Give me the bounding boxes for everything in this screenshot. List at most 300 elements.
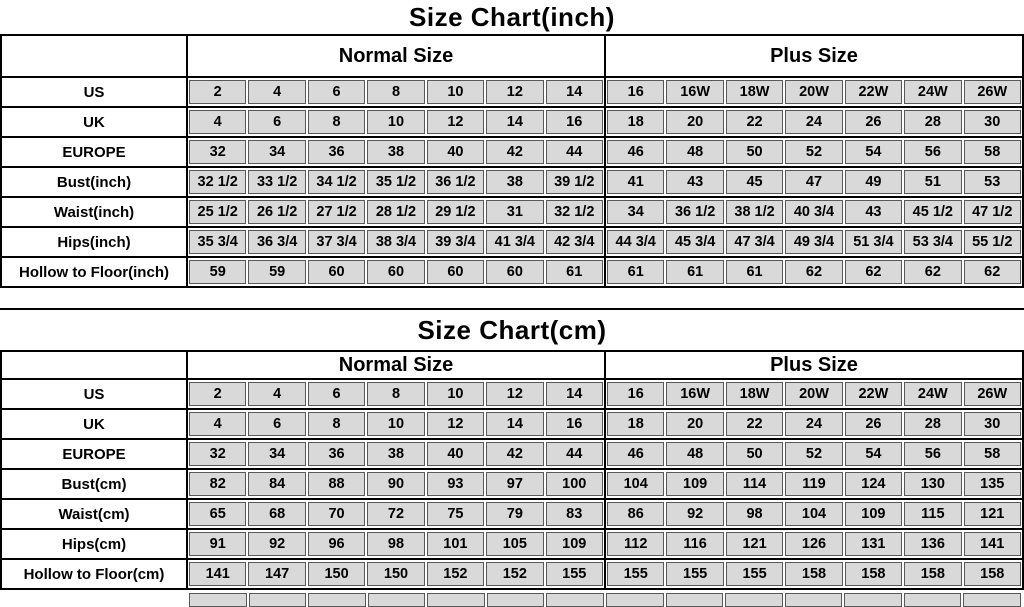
cutoff-cell (844, 593, 902, 607)
value-cell: 52 (785, 140, 842, 164)
normal-size-cells (188, 440, 604, 468)
value-cell: 14 (546, 80, 603, 104)
chart-title-inch: Size Chart(inch) (409, 1, 615, 32)
value-cell: 36 (308, 140, 365, 164)
value-cell: 37 3/4 (308, 230, 365, 254)
row-cells (188, 78, 1022, 106)
value-cell: 121 (726, 532, 783, 556)
value-cell: 58 (964, 442, 1021, 466)
size-table-cm (0, 350, 1024, 590)
value-cell: 152 (486, 562, 543, 586)
value-cell: 43 (845, 200, 902, 224)
group-header-normal-size: Normal Size (338, 353, 454, 376)
value-cell: 38 3/4 (367, 230, 424, 254)
value-cell: 44 (546, 140, 603, 164)
value-cell: 53 (964, 170, 1021, 194)
cutoff-cell (546, 593, 604, 607)
value-cell: 39 3/4 (427, 230, 484, 254)
value-cell: 42 (486, 442, 543, 466)
value-cell: 130 (904, 472, 961, 496)
row-label: US (2, 78, 188, 106)
value-cell: 16 (546, 110, 603, 134)
value-cell: 31 (486, 200, 543, 224)
normal-size-cells (188, 258, 604, 286)
value-cell: 98 (726, 502, 783, 526)
value-cell: 40 (427, 140, 484, 164)
value-cell: 6 (248, 110, 305, 134)
value-cell: 8 (308, 110, 365, 134)
value-cell: 101 (427, 532, 484, 556)
value-cell: 20W (785, 382, 842, 406)
value-cell: 20 (666, 412, 723, 436)
value-cell: 105 (486, 532, 543, 556)
value-cell: 25 1/2 (189, 200, 246, 224)
plus-size-cells (604, 108, 1022, 136)
cutoff-cell (785, 593, 843, 607)
value-cell: 27 1/2 (308, 200, 365, 224)
value-cell: 50 (726, 140, 783, 164)
row-cells (188, 138, 1022, 166)
plus-size-cells (604, 380, 1022, 408)
cutoff-cell-group (605, 593, 1022, 607)
value-cell: 35 3/4 (189, 230, 246, 254)
value-cell: 18 (607, 412, 664, 436)
value-cell: 44 (546, 442, 603, 466)
value-cell: 83 (546, 502, 603, 526)
value-cell: 24W (904, 382, 961, 406)
value-cell: 22 (726, 412, 783, 436)
table-row (2, 226, 1022, 256)
row-cells (188, 440, 1022, 468)
row-cells (188, 410, 1022, 438)
normal-size-cells (188, 168, 604, 196)
normal-size-cells (188, 380, 604, 408)
cutoff-cell (368, 593, 426, 607)
plus-size-cells (604, 410, 1022, 438)
value-cell: 22 (726, 110, 783, 134)
value-cell: 14 (486, 412, 543, 436)
row-cells (188, 560, 1022, 588)
chart-title-cm: Size Chart(cm) (0, 308, 1024, 350)
row-label: Hollow to Floor(inch) (2, 258, 188, 286)
value-cell: 16W (666, 382, 723, 406)
cutoff-row (0, 593, 1024, 607)
value-cell: 26 1/2 (248, 200, 305, 224)
value-cell: 39 1/2 (546, 170, 603, 194)
row-label: Waist(inch) (2, 198, 188, 226)
value-cell: 79 (486, 502, 543, 526)
value-cell: 6 (308, 80, 365, 104)
value-cell: 52 (785, 442, 842, 466)
plus-size-cells (604, 500, 1022, 528)
value-cell: 26W (964, 382, 1021, 406)
value-cell: 8 (367, 80, 424, 104)
row-cells (188, 470, 1022, 498)
value-cell: 12 (486, 80, 543, 104)
value-cell: 16 (607, 382, 664, 406)
cutoff-cell (963, 593, 1021, 607)
table-row (2, 378, 1022, 408)
value-cell: 100 (546, 472, 603, 496)
value-cell: 46 (607, 442, 664, 466)
value-cell: 62 (785, 260, 842, 284)
value-cell: 47 3/4 (726, 230, 783, 254)
normal-size-cells (188, 470, 604, 498)
value-cell: 54 (845, 442, 902, 466)
value-cell: 49 3/4 (785, 230, 842, 254)
value-cell: 50 (726, 442, 783, 466)
value-cell: 109 (845, 502, 902, 526)
value-cell: 109 (546, 532, 603, 556)
cutoff-cell (189, 593, 247, 607)
value-cell: 92 (248, 532, 305, 556)
value-cell: 24W (904, 80, 961, 104)
value-cell: 26W (964, 80, 1021, 104)
value-cell: 124 (845, 472, 902, 496)
value-cell: 56 (904, 140, 961, 164)
section-gap (0, 288, 1024, 308)
value-cell: 26 (845, 412, 902, 436)
cutoff-row-label-spacer (0, 593, 188, 607)
value-cell: 22W (845, 382, 902, 406)
value-cell: 104 (607, 472, 664, 496)
row-label: Hollow to Floor(cm) (2, 560, 188, 588)
value-cell: 41 (607, 170, 664, 194)
value-cell: 10 (367, 110, 424, 134)
value-cell: 88 (308, 472, 365, 496)
value-cell: 45 3/4 (666, 230, 723, 254)
value-cell: 150 (367, 562, 424, 586)
value-cell: 42 (486, 140, 543, 164)
value-cell: 24 (785, 412, 842, 436)
value-cell: 60 (427, 260, 484, 284)
plus-size-cells (604, 440, 1022, 468)
group-header-cells (188, 352, 1022, 378)
value-cell: 33 1/2 (248, 170, 305, 194)
value-cell: 58 (964, 140, 1021, 164)
value-cell: 10 (367, 412, 424, 436)
normal-size-cells (188, 410, 604, 438)
value-cell: 126 (785, 532, 842, 556)
value-cell: 75 (427, 502, 484, 526)
value-cell: 4 (189, 110, 246, 134)
value-cell: 20W (785, 80, 842, 104)
row-label: EUROPE (2, 138, 188, 166)
value-cell: 16 (546, 412, 603, 436)
value-cell: 40 (427, 442, 484, 466)
table-row (2, 196, 1022, 226)
group-header-row (2, 352, 1022, 378)
value-cell: 54 (845, 140, 902, 164)
plus-size-cells (604, 470, 1022, 498)
value-cell: 61 (546, 260, 603, 284)
value-cell: 155 (726, 562, 783, 586)
normal-size-cells (188, 138, 604, 166)
corner-empty-cell (2, 36, 188, 76)
value-cell: 45 1/2 (904, 200, 961, 224)
value-cell: 104 (785, 502, 842, 526)
group-header-plus-size: Plus Size (604, 352, 1022, 378)
value-cell: 16W (666, 80, 723, 104)
group-header-plus-size: Plus Size (604, 36, 1022, 76)
table-row (2, 408, 1022, 438)
value-cell: 61 (726, 260, 783, 284)
value-cell: 8 (308, 412, 365, 436)
table-row (2, 468, 1022, 498)
row-cells (188, 500, 1022, 528)
value-cell: 30 (964, 110, 1021, 134)
cutoff-cell (725, 593, 783, 607)
row-cells (188, 380, 1022, 408)
value-cell: 109 (666, 472, 723, 496)
value-cell: 155 (666, 562, 723, 586)
value-cell: 24 (785, 110, 842, 134)
row-cells (188, 168, 1022, 196)
value-cell: 10 (427, 382, 484, 406)
value-cell: 18W (726, 382, 783, 406)
value-cell: 51 (904, 170, 961, 194)
value-cell: 28 1/2 (367, 200, 424, 224)
value-cell: 84 (248, 472, 305, 496)
row-label: Waist(cm) (2, 500, 188, 528)
row-label: UK (2, 108, 188, 136)
value-cell: 45 (726, 170, 783, 194)
cutoff-cell-group (188, 593, 605, 607)
size-table-inch (0, 34, 1024, 288)
value-cell: 38 (367, 140, 424, 164)
normal-size-cells (188, 530, 604, 558)
value-cell: 18W (726, 80, 783, 104)
value-cell: 4 (189, 412, 246, 436)
value-cell: 112 (607, 532, 664, 556)
value-cell: 40 3/4 (785, 200, 842, 224)
value-cell: 6 (308, 382, 365, 406)
value-cell: 98 (367, 532, 424, 556)
value-cell: 28 (904, 412, 961, 436)
value-cell: 36 1/2 (427, 170, 484, 194)
row-cells (188, 228, 1022, 256)
row-cells (188, 108, 1022, 136)
value-cell: 20 (666, 110, 723, 134)
cutoff-cell (904, 593, 962, 607)
table-row (2, 558, 1022, 588)
cutoff-row-cells (188, 593, 1024, 607)
value-cell: 48 (666, 140, 723, 164)
value-cell: 72 (367, 502, 424, 526)
value-cell: 60 (486, 260, 543, 284)
table-row (2, 498, 1022, 528)
row-label: Hips(cm) (2, 530, 188, 558)
normal-size-cells (188, 560, 604, 588)
plus-size-cells (604, 258, 1022, 286)
value-cell: 34 1/2 (308, 170, 365, 194)
value-cell: 12 (427, 110, 484, 134)
value-cell: 18 (607, 110, 664, 134)
value-cell: 155 (607, 562, 664, 586)
value-cell: 59 (189, 260, 246, 284)
value-cell: 38 (367, 442, 424, 466)
value-cell: 29 1/2 (427, 200, 484, 224)
row-label: US (2, 380, 188, 408)
value-cell: 44 3/4 (607, 230, 664, 254)
value-cell: 147 (248, 562, 305, 586)
value-cell: 22W (845, 80, 902, 104)
value-cell: 91 (189, 532, 246, 556)
row-cells (188, 198, 1022, 226)
value-cell: 61 (666, 260, 723, 284)
value-cell: 56 (904, 442, 961, 466)
value-cell: 12 (427, 412, 484, 436)
value-cell: 36 1/2 (666, 200, 723, 224)
value-cell: 150 (308, 562, 365, 586)
value-cell: 55 1/2 (964, 230, 1021, 254)
table-row (2, 76, 1022, 106)
value-cell: 26 (845, 110, 902, 134)
value-cell: 32 1/2 (546, 200, 603, 224)
normal-size-cells (188, 228, 604, 256)
value-cell: 131 (845, 532, 902, 556)
value-cell: 59 (248, 260, 305, 284)
row-label: Bust(cm) (2, 470, 188, 498)
group-header-normal-size: Normal Size (338, 44, 454, 67)
value-cell: 158 (845, 562, 902, 586)
value-cell: 38 1/2 (726, 200, 783, 224)
plus-size-cells (604, 560, 1022, 588)
value-cell: 62 (904, 260, 961, 284)
value-cell: 4 (248, 382, 305, 406)
table-row (2, 166, 1022, 196)
value-cell: 12 (486, 382, 543, 406)
value-cell: 47 (785, 170, 842, 194)
value-cell: 97 (486, 472, 543, 496)
plus-size-cells (604, 228, 1022, 256)
value-cell: 2 (189, 80, 246, 104)
value-cell: 41 3/4 (486, 230, 543, 254)
value-cell: 86 (607, 502, 664, 526)
value-cell: 34 (248, 140, 305, 164)
table-row (2, 438, 1022, 468)
table-row (2, 528, 1022, 558)
value-cell: 115 (904, 502, 961, 526)
value-cell: 158 (785, 562, 842, 586)
size-chart-inch-section (0, 0, 1024, 288)
table-row (2, 136, 1022, 166)
value-cell: 48 (666, 442, 723, 466)
row-cells (188, 258, 1022, 286)
row-label: EUROPE (2, 440, 188, 468)
value-cell: 70 (308, 502, 365, 526)
value-cell: 32 (189, 140, 246, 164)
row-label: Hips(inch) (2, 228, 188, 256)
value-cell: 38 (486, 170, 543, 194)
value-cell: 61 (607, 260, 664, 284)
row-label: UK (2, 410, 188, 438)
value-cell: 136 (904, 532, 961, 556)
value-cell: 43 (666, 170, 723, 194)
value-cell: 60 (308, 260, 365, 284)
cutoff-cell (606, 593, 664, 607)
value-cell: 16 (607, 80, 664, 104)
value-cell: 28 (904, 110, 961, 134)
value-cell: 49 (845, 170, 902, 194)
normal-size-cells (188, 108, 604, 136)
value-cell: 141 (189, 562, 246, 586)
value-cell: 2 (189, 382, 246, 406)
row-cells (188, 530, 1022, 558)
value-cell: 42 3/4 (546, 230, 603, 254)
cutoff-cell (308, 593, 366, 607)
cutoff-cell (427, 593, 485, 607)
normal-size-cells (188, 198, 604, 226)
plus-size-cells (604, 198, 1022, 226)
cutoff-cell (487, 593, 545, 607)
value-cell: 36 (308, 442, 365, 466)
value-cell: 135 (964, 472, 1021, 496)
value-cell: 116 (666, 532, 723, 556)
value-cell: 34 (607, 200, 664, 224)
value-cell: 93 (427, 472, 484, 496)
value-cell: 158 (904, 562, 961, 586)
value-cell: 32 (189, 442, 246, 466)
value-cell: 92 (666, 502, 723, 526)
value-cell: 155 (546, 562, 603, 586)
value-cell: 4 (248, 80, 305, 104)
value-cell: 53 3/4 (904, 230, 961, 254)
value-cell: 158 (964, 562, 1021, 586)
normal-size-cells (188, 78, 604, 106)
value-cell: 65 (189, 502, 246, 526)
value-cell: 121 (964, 502, 1021, 526)
value-cell: 119 (785, 472, 842, 496)
table-row (2, 106, 1022, 136)
value-cell: 68 (248, 502, 305, 526)
group-header-cells (188, 36, 1022, 76)
table-row (2, 256, 1022, 286)
value-cell: 152 (427, 562, 484, 586)
value-cell: 47 1/2 (964, 200, 1021, 224)
value-cell: 8 (367, 382, 424, 406)
corner-empty-cell (2, 352, 188, 378)
value-cell: 14 (486, 110, 543, 134)
value-cell: 14 (546, 382, 603, 406)
cutoff-cell (666, 593, 724, 607)
plus-size-cells (604, 168, 1022, 196)
value-cell: 62 (845, 260, 902, 284)
normal-size-cells (188, 500, 604, 528)
plus-size-cells (604, 138, 1022, 166)
value-cell: 34 (248, 442, 305, 466)
value-cell: 46 (607, 140, 664, 164)
plus-size-cells (604, 530, 1022, 558)
value-cell: 35 1/2 (367, 170, 424, 194)
value-cell: 32 1/2 (189, 170, 246, 194)
value-cell: 10 (427, 80, 484, 104)
value-cell: 30 (964, 412, 1021, 436)
value-cell: 141 (964, 532, 1021, 556)
value-cell: 96 (308, 532, 365, 556)
group-header-row (2, 36, 1022, 76)
value-cell: 51 3/4 (845, 230, 902, 254)
cutoff-cell (249, 593, 307, 607)
value-cell: 6 (248, 412, 305, 436)
value-cell: 62 (964, 260, 1021, 284)
size-chart-cm-section (0, 308, 1024, 607)
value-cell: 82 (189, 472, 246, 496)
plus-size-cells (604, 78, 1022, 106)
value-cell: 36 3/4 (248, 230, 305, 254)
value-cell: 60 (367, 260, 424, 284)
row-label: Bust(inch) (2, 168, 188, 196)
